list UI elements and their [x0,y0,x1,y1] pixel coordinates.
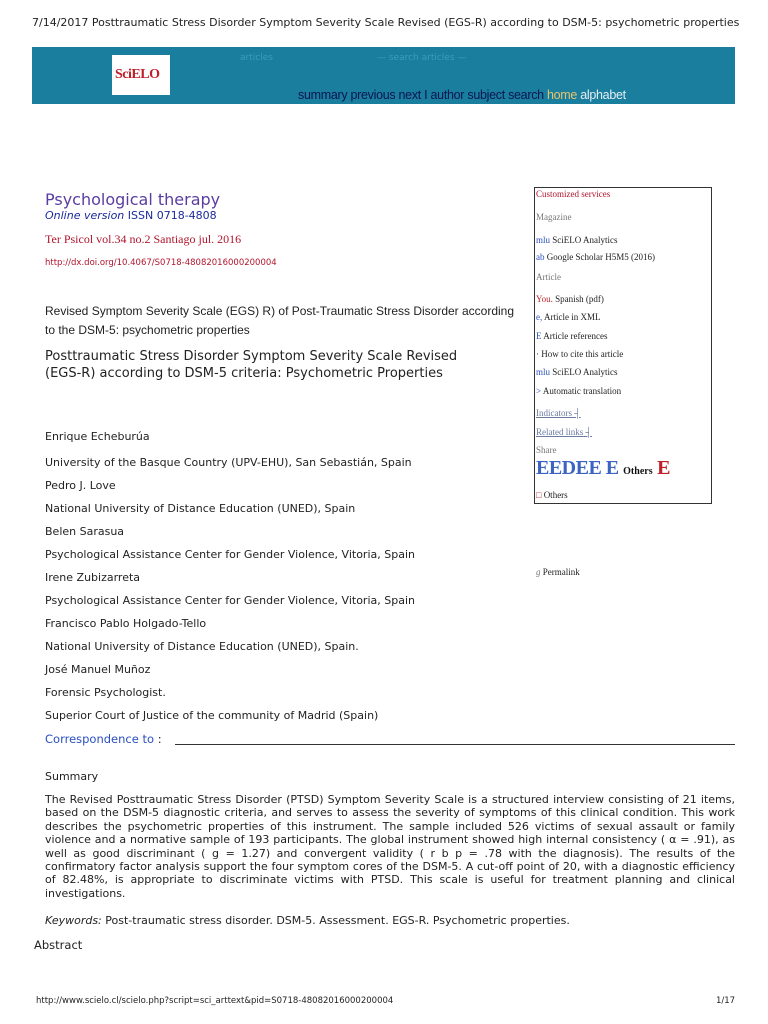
pdf-icon: You. [536,294,553,304]
abstract-heading: Abstract [34,938,83,952]
sidebar-item-scielo-analytics[interactable] [536,235,618,245]
expand-icon: ┤ [574,408,581,418]
footer-url: http://www.scielo.cl/scielo.php?script=sci_arttext&pid=S0718-48082016000200004 [36,996,394,1006]
sidebar-item-label: Spanish (pdf) [555,294,604,304]
summary-heading: Summary [45,770,99,783]
sidebar-item-article-references[interactable] [536,331,607,341]
expand-icon: ┤ [585,427,592,437]
permalink-label: Permalink [542,567,580,577]
author-affiliation: University of the Basque Country (UPV-EHU), San Sebastián, Spain [45,456,412,469]
keywords-text: Post-traumatic stress disorder. DSM-5. Assessment. EGS-R. Psychometric properties. [105,914,570,927]
nav-search[interactable]: search [508,88,544,102]
permalink[interactable] [536,567,580,577]
keywords [45,914,570,927]
author-affiliation: Psychological Assistance Center for Gender Violence, Vitoria, Spain [45,548,415,561]
author-name: Francisco Pablo Holgado-Tello [45,617,207,630]
sidebar-item-indicators[interactable] [536,408,581,418]
sidebar-item-label: Related links [536,427,584,437]
banner-faint-search: — search articles — [377,53,467,63]
nav-next[interactable]: next [398,88,421,102]
cite-icon: · [536,349,539,359]
sidebar-item-google-scholar[interactable] [536,252,655,262]
author-name: Irene Zubizarreta [45,571,141,584]
sidebar-item-label: Automatic translation [542,386,622,396]
sidebar-item-automatic-translation[interactable] [536,386,621,396]
sidebar-item-label: SciELO Analytics [552,235,618,245]
sidebar-item-label: SciELO Analytics [552,367,618,377]
sidebar-share-heading: Share [536,445,557,455]
sidebar-item-label: Others [543,490,568,500]
sidebar-item-label: How to cite this article [541,349,624,359]
online-version [45,209,217,222]
sidebar-item-label: Article in XML [544,312,601,322]
author-affiliation: National University of Distance Education (UNED), Spain. [45,640,359,653]
author-name: José Manuel Muñoz [45,663,151,676]
journal-name[interactable]: Psychological therapy [45,190,221,209]
nav-home[interactable]: home [546,88,578,102]
sidebar-item-related-links[interactable] [536,427,592,437]
divider [175,744,735,745]
sidebar-item-article-xml[interactable] [536,312,601,322]
share-e-icon[interactable]: E [657,457,670,479]
author-affiliation: Forensic Psychologist. [45,686,166,699]
share-icons[interactable]: EEDEE E [536,457,619,479]
author-affiliation: Superior Court of Justice of the community of Madrid (Spain) [45,709,379,722]
summary-text: The Revised Posttraumatic Stress Disorder (PTSD) Symptom Severity Scale is a structured interview consisting of 21 items, based on the DSM-5 diagnostic criteria, and serves to assess the severity of symptoms of this clinical condition. This work describes the psychometric properties of this instrument. The sample included 526 victims of sexual assault or family violence and a normative sample of 193 participants. The global instrument showed high internal consistency ( α = .91), as well as good discriminant ( g = 1.27) and convergent validity ( r b p = .78 with the diagnosis). The results of the confirmatory factor analysis support the four symptom cores of the DSM-5. A cut-off point of 20, with a diagnostic efficiency of 82.48%, is appropriate to discriminate victims with PTSD. This scale is useful for treatment planning and clinical investigations. [45,793,735,900]
permalink-icon: g [536,567,541,577]
services-sidebar [534,187,712,504]
sidebar-item-label: Indicators [536,408,572,418]
scielo-logo-text: SciELO [115,67,160,82]
analytics-icon: mlu [536,235,551,245]
issue-line: Ter Psicol vol.34 no.2 Santiago jul. 2016 [45,232,242,246]
translate-icon: > [536,386,542,396]
nav-separator: I [424,88,428,102]
nav-subject[interactable]: subject [467,88,505,102]
banner-faint-articles: articles [240,53,273,63]
article-title-english: Posttraumatic Stress Disorder Symptom Severity Scale Revised (EGS-R) according to DSM-5 criteria: Psychometric Properties [45,349,458,381]
others-icon: □ [536,490,542,500]
xml-icon: e, [536,312,543,322]
sidebar-magazine-heading: Magazine [536,212,572,222]
page-number: 1/17 [716,996,736,1006]
online-version-label: Online version [45,209,125,222]
share-buttons[interactable] [536,457,670,480]
author-name: Belen Sarasua [45,525,125,538]
article-title-spanish: Revised Symptom Severity Scale (EGS) R) of Post-Traumatic Stress Disorder according to the DSM-5: psychometric properties [45,304,515,337]
scielo-logo[interactable] [112,55,170,95]
nav-previous[interactable]: previous [350,88,396,102]
correspondence-link[interactable]: Correspondence to [45,732,155,746]
keywords-label: Keywords: [45,914,102,927]
sidebar-item-spanish-pdf[interactable] [536,294,604,304]
issn: ISSN 0718-4808 [127,209,217,222]
print-header: 7/14/2017 Posttraumatic Stress Disorder Symptom Severity Scale Revised (EGS-R) according to DSM-5: psychometric properties [32,16,740,29]
author-affiliation: National University of Distance Education (UNED), Spain [45,502,356,515]
author-name: Pedro J. Love [45,479,116,492]
sidebar-article-heading: Article [536,272,561,282]
correspondence [45,732,162,746]
nav-author[interactable]: author [430,88,465,102]
sidebar-customized-services: Customized services [536,189,611,199]
share-others-label[interactable]: Others [623,466,653,477]
scielo-banner [32,47,735,104]
author-name: Enrique Echeburúa [45,430,150,443]
correspondence-colon: : [157,732,162,746]
author-affiliation: Psychological Assistance Center for Gender Violence, Vitoria, Spain [45,594,415,607]
sidebar-item-scielo-analytics-article[interactable] [536,367,618,377]
sidebar-item-others[interactable] [536,490,568,500]
references-icon: E [536,331,542,341]
doi-link[interactable]: http://dx.doi.org/10.4067/S0718-48082016000200004 [45,258,277,268]
nav-alphabet[interactable]: alphabet [580,88,626,102]
sidebar-item-how-to-cite[interactable] [536,349,623,359]
sidebar-item-label: Google Scholar H5M5 (2016) [546,252,655,262]
sidebar-item-label: Article references [543,331,608,341]
banner-nav [298,88,626,102]
nav-summary[interactable]: summary [298,88,348,102]
scholar-icon: ab [536,252,545,262]
analytics-icon: mlu [536,367,551,377]
